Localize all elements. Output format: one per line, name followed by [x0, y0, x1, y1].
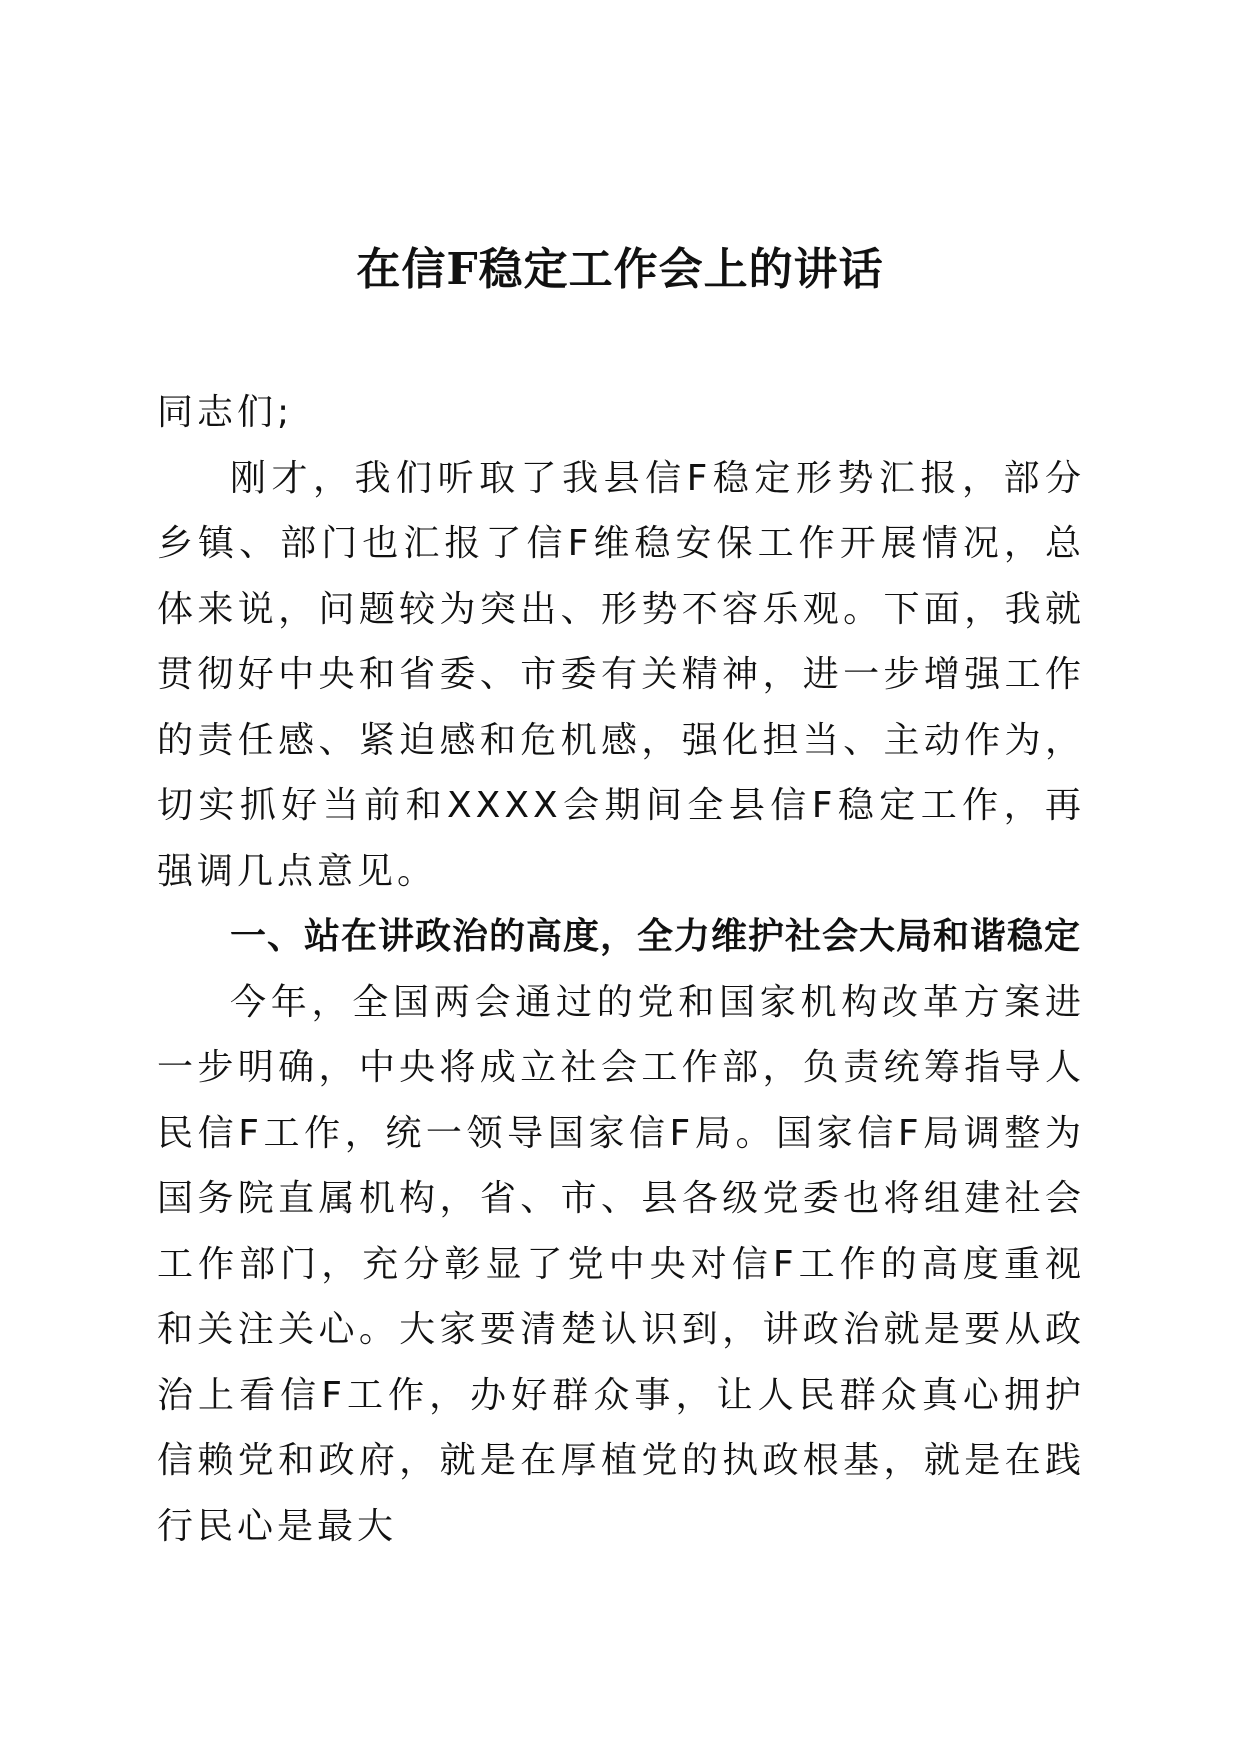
document-body — [157, 380, 1085, 1559]
document-title: 在信F稳定工作会上的讲话 — [356, 244, 884, 295]
salutation: 同志们; — [157, 392, 294, 433]
opening-paragraph: 刚才，我们听取了我县信F稳定形势汇报，部分乡镇、部门也汇报了信F维稳安保工作开展情况，总体来说，问题较为突出、形势不容乐观。下面，我就贯彻好中央和省委、市委有关精神，进一步增强工作的责任感、紧迫感和危机感，强化担当、主动作为，切实抓好当前和XXXX会期间全县信F稳定工作，再强调几点意见。 — [157, 457, 1085, 892]
section-heading-1: 一、站在讲政治的高度，全力维护社会大局和谐稳定 — [230, 916, 1082, 957]
section-1-paragraph: 今年，全国两会通过的党和国家机构改革方案进一步明确，中央将成立社会工作部，负责统筹指导人民信F工作，统一领导国家信F局。国家信F局调整为国务院直属机构，省、市、县各级党委也将组建社会工作部门，充分彰显了党中央对信F工作的高度重视和关注关心。大家要清楚认识到，讲政治就是要从政治上看信F工作，办好群众事，让人民群众真心拥护信赖党和政府，就是在厚植党的执政根基，就是在践行民心是最大 — [157, 981, 1085, 1547]
